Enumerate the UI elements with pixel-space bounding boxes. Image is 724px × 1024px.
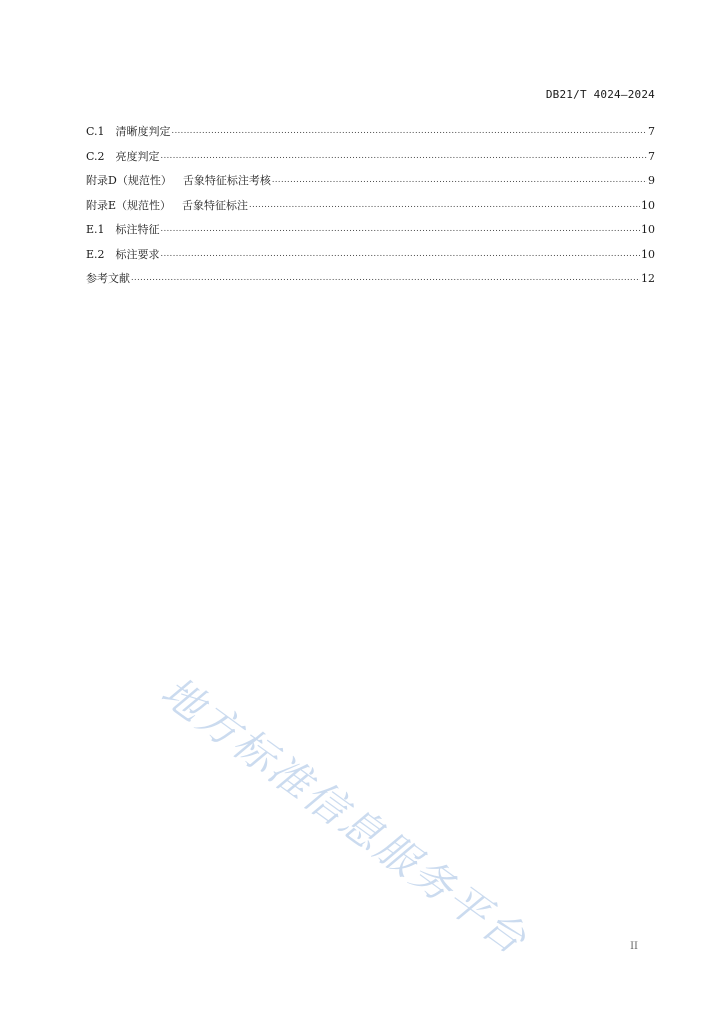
toc-entry-title: 亮度判定 xyxy=(115,149,160,163)
watermark: 地方标准信息服务平台 xyxy=(152,667,537,965)
toc-dot-leader xyxy=(272,172,647,188)
page-number: II xyxy=(630,941,638,952)
toc-entry-appendix-d[interactable] xyxy=(86,173,655,198)
toc-entry-page: 7 xyxy=(648,125,655,138)
toc-entry-title: 舌象特征标注 xyxy=(182,198,249,212)
toc-entry-title: 舌象特征标注考核 xyxy=(182,174,271,187)
toc-entry-references[interactable] xyxy=(86,271,655,296)
toc-dot-leader xyxy=(161,148,647,164)
toc-entry-c2[interactable] xyxy=(86,149,655,174)
toc-entry-c1[interactable] xyxy=(86,124,655,149)
toc-entry-page: 10 xyxy=(641,223,655,236)
toc-entry-title: 标注特征 xyxy=(115,223,160,236)
toc-entry-title: 参考文献 xyxy=(86,272,130,285)
toc-entry-page: 9 xyxy=(648,174,655,187)
toc-entry-appendix-e[interactable] xyxy=(86,198,655,223)
document-code: DB21/T 4024—2024 xyxy=(545,88,655,101)
toc-entry-number: E.1 xyxy=(86,223,105,236)
toc-entry-number: C.1 xyxy=(86,125,105,138)
table-of-contents xyxy=(86,124,655,296)
toc-dot-leader xyxy=(172,123,647,139)
toc-entry-page: 10 xyxy=(641,198,655,212)
toc-entry-page: 7 xyxy=(648,149,655,163)
toc-entry-title: 标注要求 xyxy=(115,247,160,261)
toc-entry-number: 附录D（规范性） xyxy=(86,174,172,187)
toc-entry-title: 清晰度判定 xyxy=(115,125,171,138)
toc-dot-leader xyxy=(131,270,640,286)
toc-entry-e1[interactable] xyxy=(86,222,655,247)
toc-dot-leader xyxy=(161,221,640,237)
toc-entry-e2[interactable] xyxy=(86,247,655,272)
toc-dot-leader xyxy=(161,246,640,262)
toc-entry-page: 10 xyxy=(641,247,655,261)
toc-entry-number: E.2 xyxy=(86,247,105,261)
toc-entry-number: 附录E（规范性） xyxy=(86,198,172,212)
toc-entry-page: 12 xyxy=(641,272,655,285)
toc-dot-leader xyxy=(249,197,640,213)
toc-entry-number: C.2 xyxy=(86,149,105,163)
